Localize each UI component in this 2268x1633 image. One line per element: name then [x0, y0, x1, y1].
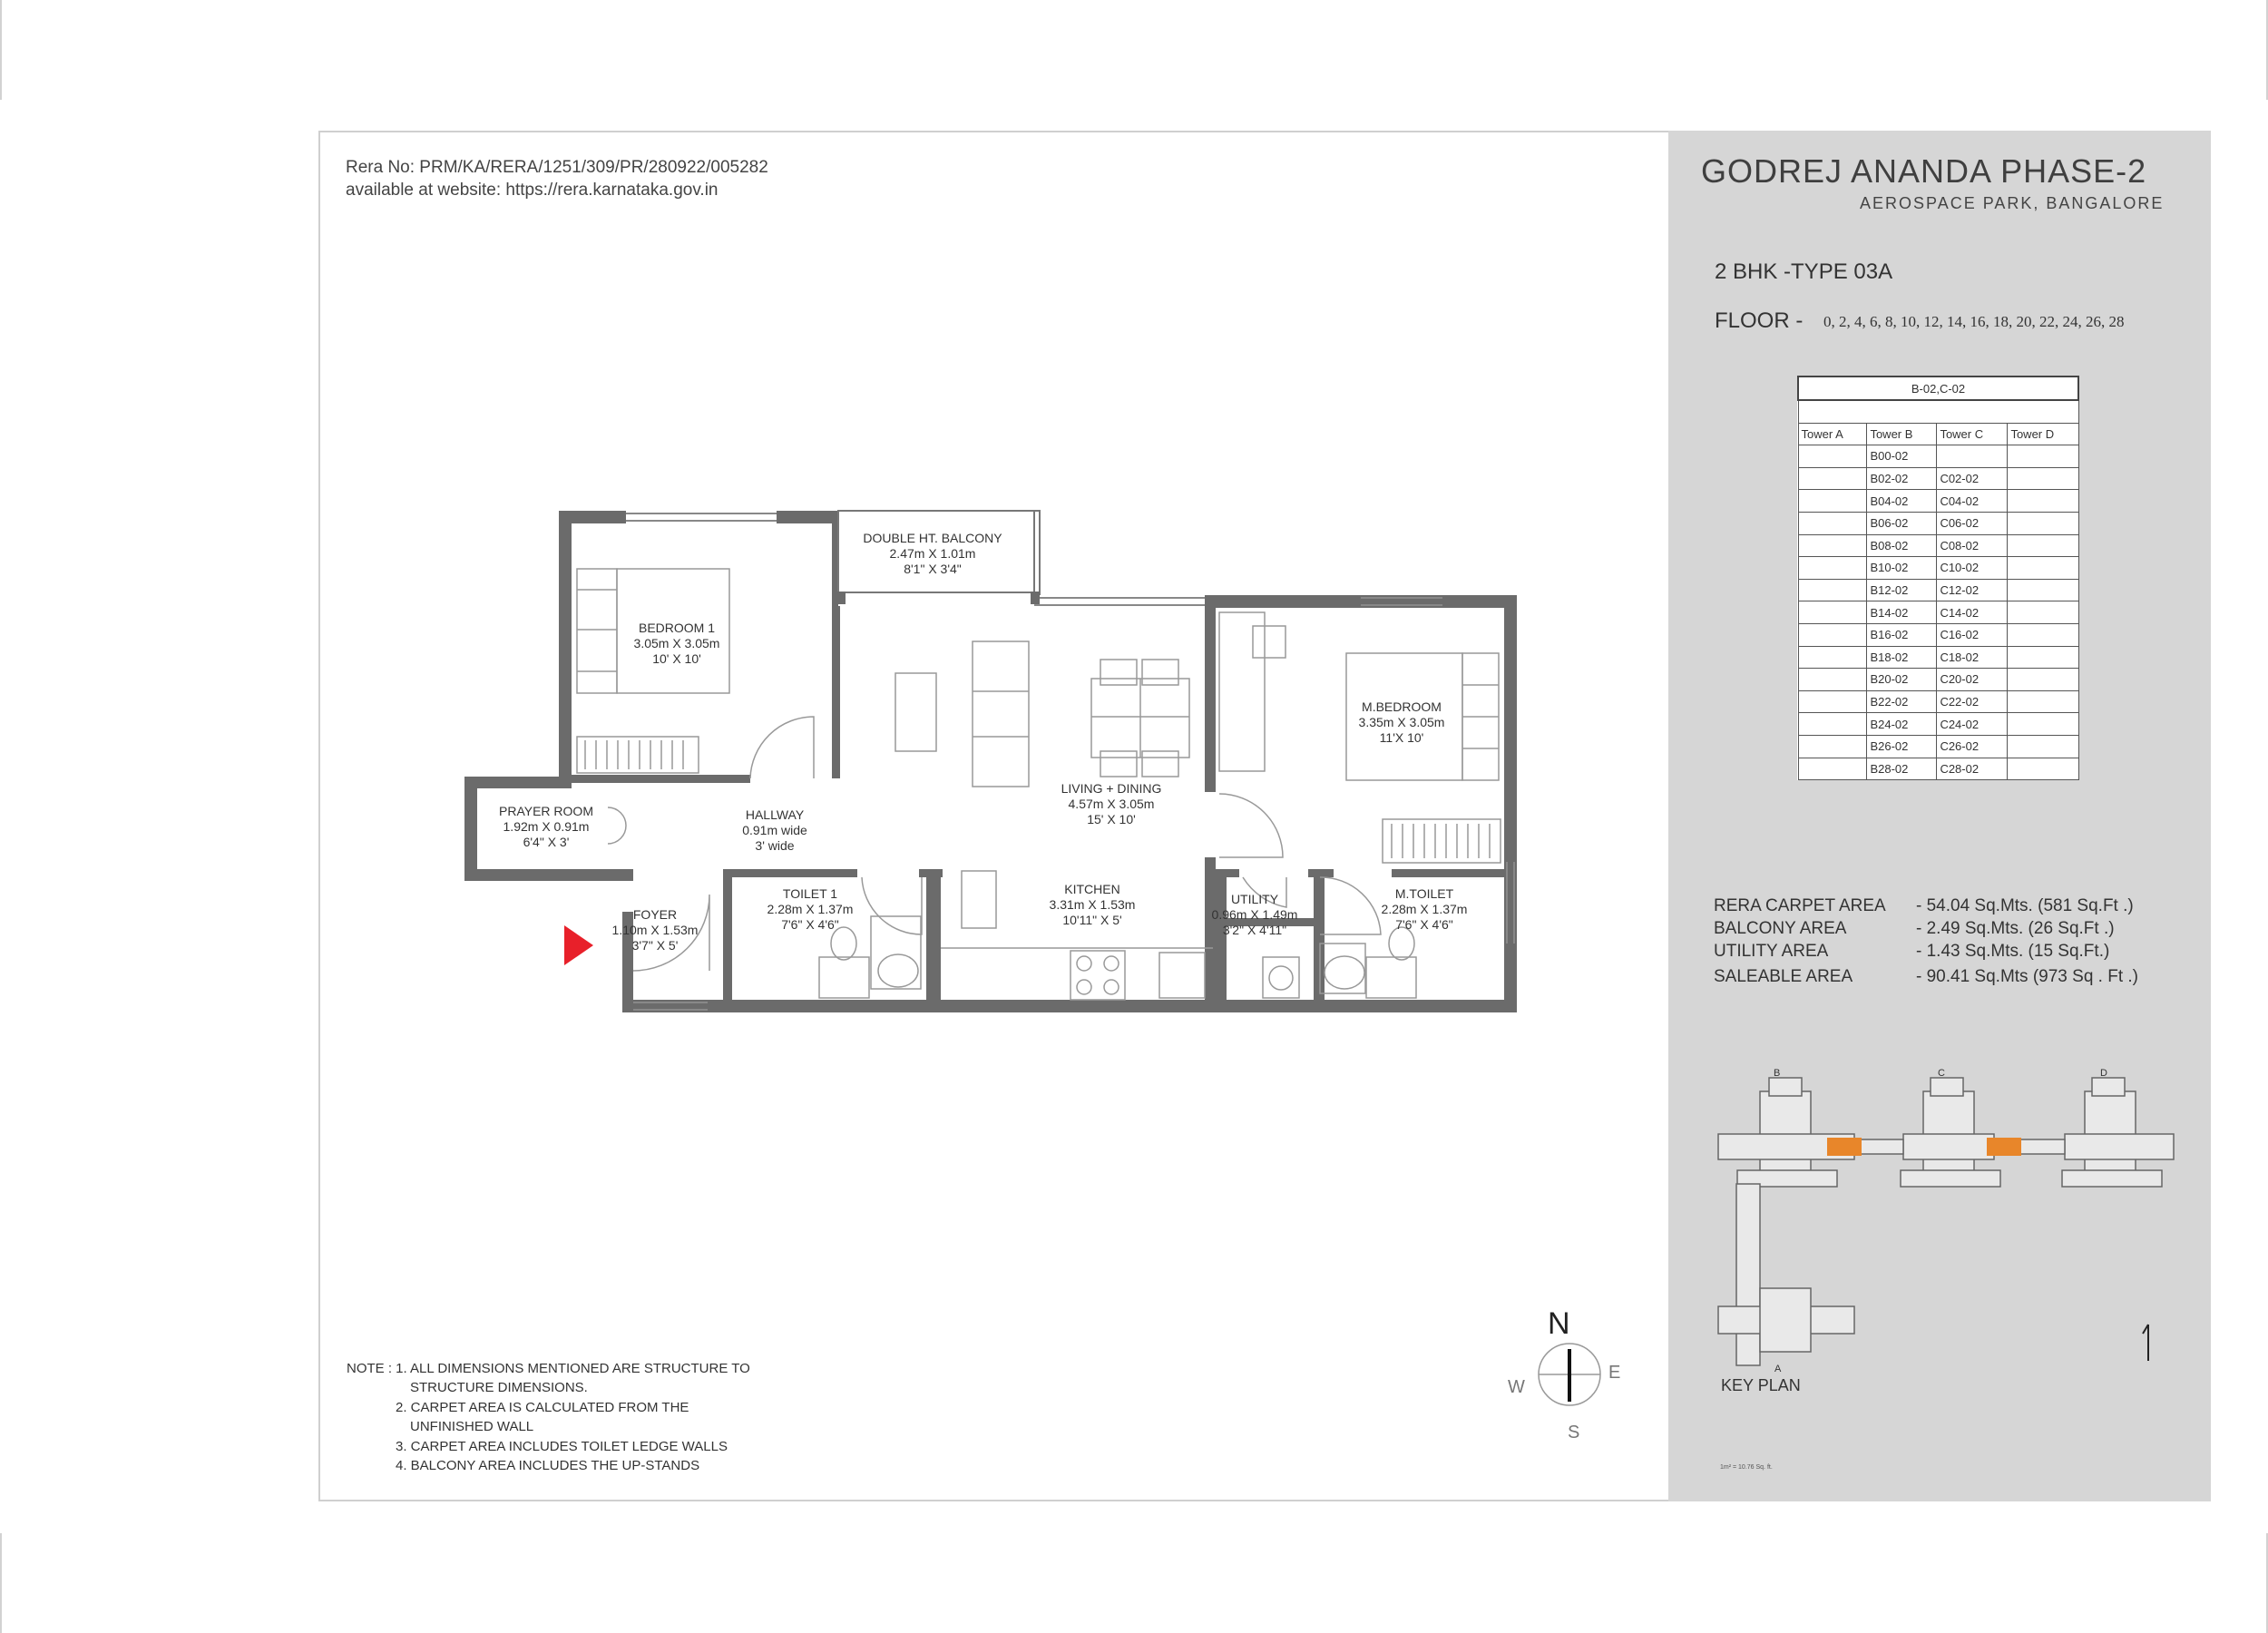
room-label-living-dining: LIVING + DINING 4.57m X 3.05m 15' X 10': [1061, 781, 1162, 826]
room-label-utility: UTILITY 0.96m X 1.49m 3'2" X 4'11": [1211, 892, 1298, 937]
note-line: NOTE : 1. ALL DIMENSIONS MENTIONED ARE STRUCTURE TO: [347, 1361, 750, 1376]
floor-values: 0, 2, 4, 6, 8, 10, 12, 14, 16, 18, 20, 22, 24, 26, 28: [1823, 313, 2125, 330]
unit-table-caption: B-02,C-02: [1798, 376, 2078, 400]
rera-number: Rera No: PRM/KA/RERA/1251/309/PR/280922/005282: [346, 158, 768, 177]
table-cell: B18-02: [1867, 646, 1937, 669]
room-label-balcony: DOUBLE HT. BALCONY 2.47m X 1.01m 8'1" X 3'4": [863, 531, 1002, 576]
table-cell: C14-02: [1937, 601, 2008, 624]
table-cell: B04-02: [1867, 490, 1937, 513]
note-line: STRUCTURE DIMENSIONS.: [410, 1380, 588, 1395]
table-cell: C04-02: [1937, 490, 2008, 513]
room-label-prayer-room: PRAYER ROOM 1.92m X 0.91m 6'4" X 3': [499, 804, 593, 849]
unit-table-header: Tower D: [2008, 423, 2078, 445]
compass-south: S: [1568, 1423, 1580, 1442]
area-label: RERA CARPET AREA: [1714, 896, 1886, 915]
key-plan-tower-label: D: [2100, 1068, 2107, 1079]
area-label: UTILITY AREA: [1714, 942, 1829, 961]
note-line: UNFINISHED WALL: [410, 1419, 534, 1434]
room-label-foyer: FOYER 1.10m X 1.53m 3'7" X 5': [611, 907, 699, 953]
compass-icon: [1533, 1338, 1606, 1411]
unit-table-header: Tower A: [1798, 423, 1867, 445]
table-cell: C06-02: [1937, 512, 2008, 534]
area-value: - 90.41 Sq.Mts (973 Sq . Ft .): [1916, 967, 2138, 986]
note-line: 4. BALCONY AREA INCLUDES THE UP-STANDS: [396, 1458, 700, 1473]
table-cell: B12-02: [1867, 579, 1937, 601]
room-label-master-bedroom: M.BEDROOM 3.35m X 3.05m 11'X 10': [1358, 699, 1445, 745]
table-cell: B02-02: [1867, 467, 1937, 490]
entry-arrow-icon: [564, 925, 593, 965]
key-plan-highlight: [1827, 1138, 1862, 1156]
room-label-bedroom1: BEDROOM 1 3.05m X 3.05m 10' X 10': [633, 621, 720, 666]
room-label-hallway: HALLWAY 0.91m wide 3' wide: [742, 807, 807, 853]
table-cell: C12-02: [1937, 579, 2008, 601]
table-cell: B14-02: [1867, 601, 1937, 624]
unit-type: 2 BHK -TYPE 03A: [1715, 259, 1893, 284]
table-cell: B20-02: [1867, 669, 1937, 691]
table-cell: C22-02: [1937, 690, 2008, 713]
table-cell: B10-02: [1867, 557, 1937, 580]
project-name: GODREJ ANANDA PHASE-2: [1701, 152, 2147, 190]
table-cell: C28-02: [1937, 758, 2008, 780]
area-value: - 1.43 Sq.Mts. (15 Sq.Ft.): [1916, 942, 2110, 961]
key-plan-title: KEY PLAN: [1721, 1376, 1801, 1394]
compass-north: N: [1548, 1306, 1570, 1341]
area-label: SALEABLE AREA: [1714, 967, 1853, 986]
table-cell: C26-02: [1937, 735, 2008, 758]
table-cell: B24-02: [1867, 713, 1937, 736]
key-plan-footnote: 1m² = 10.76 Sq. ft.: [1720, 1464, 1773, 1471]
key-plan-tower-label: B: [1774, 1068, 1781, 1079]
key-plan-highlight: [1987, 1138, 2021, 1156]
table-cell: B22-02: [1867, 690, 1937, 713]
table-cell: C10-02: [1937, 557, 2008, 580]
unit-table-header: Tower C: [1937, 423, 2008, 445]
table-cell: C16-02: [1937, 623, 2008, 646]
note-line: 2. CARPET AREA IS CALCULATED FROM THE: [396, 1400, 689, 1415]
table-cell: C02-02: [1937, 467, 2008, 490]
area-label: BALCONY AREA: [1714, 919, 1847, 938]
table-cell: B16-02: [1867, 623, 1937, 646]
table-cell: B08-02: [1867, 534, 1937, 557]
room-label-toilet1: TOILET 1 2.28m X 1.37m 7'6" X 4'6": [767, 886, 854, 932]
key-plan-diagram: [1706, 1061, 2195, 1370]
table-cell: B28-02: [1867, 758, 1937, 780]
unit-table-header: Tower B: [1867, 423, 1937, 445]
table-cell: C18-02: [1937, 646, 2008, 669]
note-line: 3. CARPET AREA INCLUDES TOILET LEDGE WALLS: [396, 1439, 728, 1454]
key-plan-tower-label: A: [1774, 1364, 1782, 1374]
rera-website: available at website: https://rera.karnataka.gov.in: [346, 181, 719, 200]
table-cell: C20-02: [1937, 669, 2008, 691]
table-cell: C24-02: [1937, 713, 2008, 736]
table-cell: B06-02: [1867, 512, 1937, 534]
room-label-master-toilet: M.TOILET 2.28m X 1.37m 7'6" X 4'6": [1381, 886, 1468, 932]
compass-west: W: [1508, 1377, 1525, 1397]
area-value: - 2.49 Sq.Mts. (26 Sq.Ft .): [1916, 919, 2115, 938]
table-cell: C08-02: [1937, 534, 2008, 557]
key-plan-tower-label: C: [1938, 1068, 1945, 1079]
table-cell: B00-02: [1867, 445, 1937, 468]
room-label-kitchen: KITCHEN 3.31m X 1.53m 10'11" X 5': [1049, 882, 1136, 927]
area-value: - 54.04 Sq.Mts. (581 Sq.Ft .): [1916, 896, 2134, 915]
table-cell: B26-02: [1867, 735, 1937, 758]
compass-east: E: [1608, 1363, 1621, 1383]
project-location: AEROSPACE PARK, BANGALORE: [1860, 194, 2165, 212]
floor-label: FLOOR -: [1715, 308, 1804, 333]
